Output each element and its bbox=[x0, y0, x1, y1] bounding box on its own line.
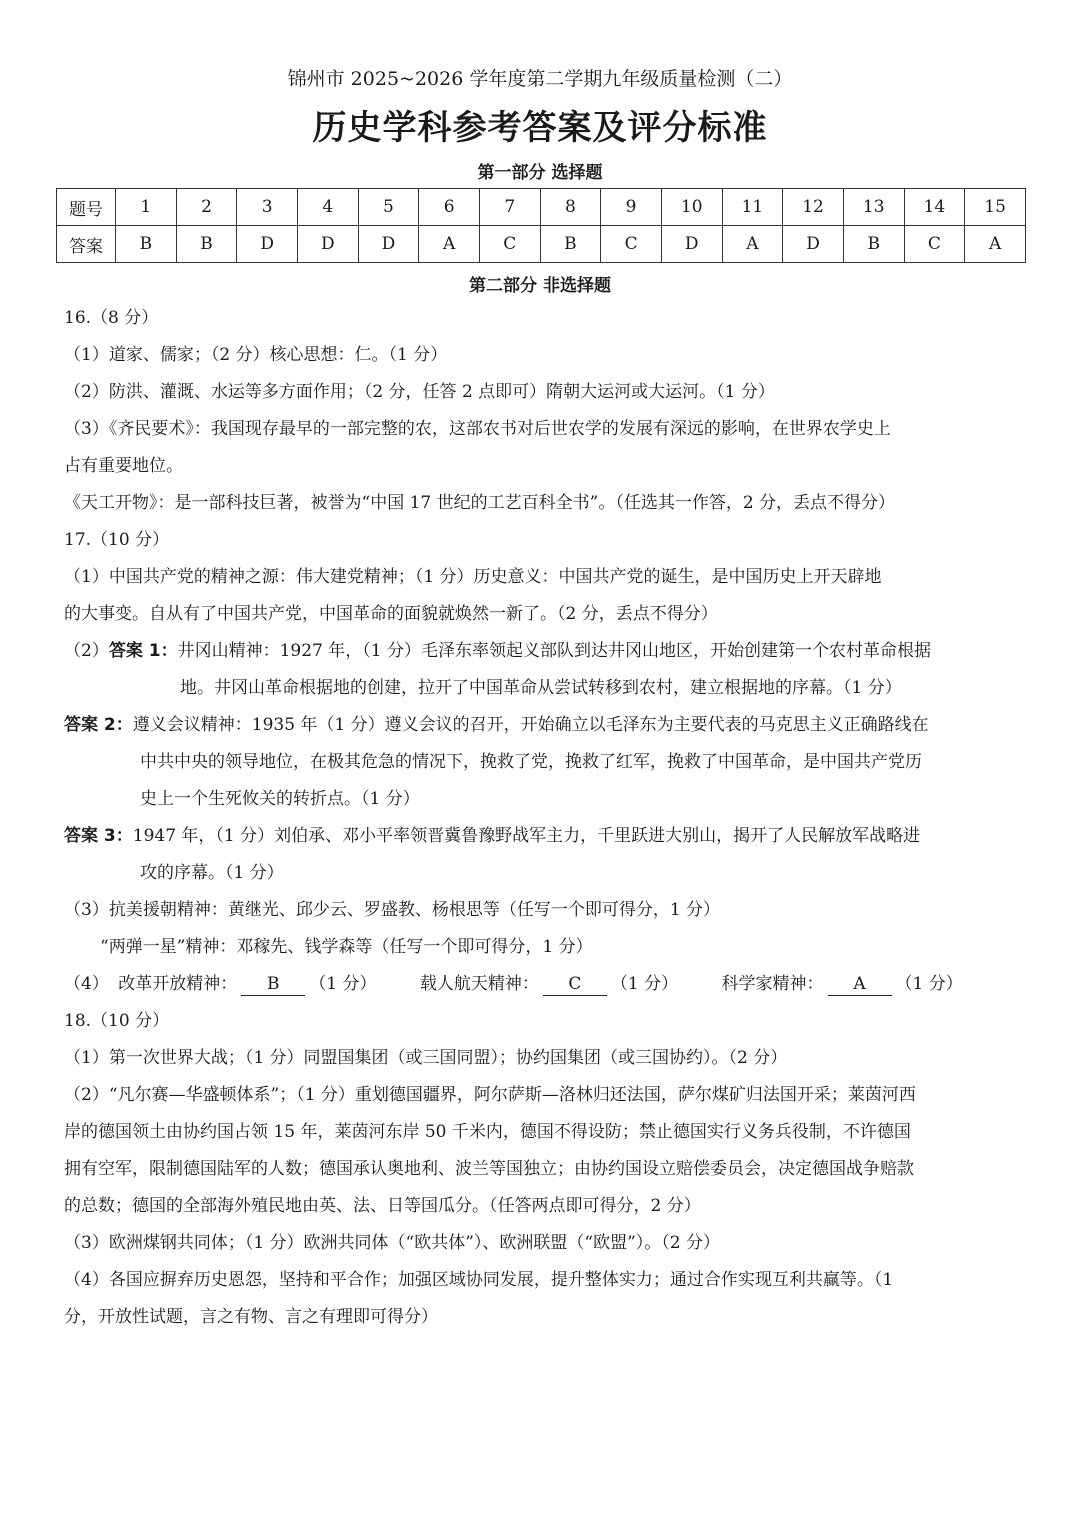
q18-line: （2）“凡尔赛—华盛顿体系”；（1 分）重划德国疆界，阿尔萨斯—洛林归还法国，萨尔煤矿归法国开采；莱茵河西 bbox=[64, 1085, 916, 1105]
part2-title: 第二部分 非选择题 bbox=[469, 276, 611, 296]
q-num: 1 bbox=[116, 189, 177, 226]
non-choice-answers bbox=[64, 300, 1016, 1336]
answer-blank: A bbox=[828, 973, 892, 996]
q-num: 4 bbox=[297, 189, 358, 226]
q17-line: （3）抗美援朝精神：黄继光、邱少云、罗盛教、杨根思等（任写一个即可得分，1 分） bbox=[64, 900, 721, 920]
q-num: 10 bbox=[661, 189, 722, 226]
row-label-question: 题号 bbox=[57, 189, 116, 226]
answer2-label: 答案 2： bbox=[64, 715, 133, 735]
answer3-continued: 攻的序幕。（1 分） bbox=[140, 863, 284, 883]
q16-line: （3）《齐民要术》：我国现存最早的一部完整的农，这部农书对后世农学的发展有深远的影响，在世界农学史上 bbox=[64, 419, 891, 439]
q17-part4-prefix: （4） bbox=[64, 974, 109, 994]
question-number-row bbox=[57, 189, 1026, 226]
q-num: 13 bbox=[843, 189, 904, 226]
q17-heading: 17.（10 分） bbox=[64, 530, 170, 550]
q16-line: 《天工开物》：是一部科技巨著，被誉为“中国 17 世纪的工艺百科全书”。（任选其一作答，2 分，丢点不得分） bbox=[64, 493, 896, 513]
q-answer: D bbox=[661, 226, 722, 263]
q-answer: B bbox=[540, 226, 601, 263]
answer1-continued: 地。井冈山革命根据地的创建，拉开了中国革命从尝试转移到农村，建立根据地的序幕。（1 分） bbox=[180, 678, 902, 698]
q18-line: 岸的德国领土由协约国占领 15 年，莱茵河东岸 50 千米内，德国不得设防；禁止德国实行义务兵役制，不许德国 bbox=[64, 1122, 911, 1142]
q17-part-prefix: （2） bbox=[64, 641, 109, 661]
q-num: 15 bbox=[965, 189, 1026, 226]
spirit-label: 科学家精神： bbox=[721, 974, 824, 994]
q18-line: 的总数；德国的全部海外殖民地由英、法、日等国瓜分。（任答两点即可得分，2 分） bbox=[64, 1196, 701, 1216]
spirit-label: 改革开放精神： bbox=[118, 974, 238, 994]
q-num: 11 bbox=[722, 189, 783, 226]
q-answer: A bbox=[965, 226, 1026, 263]
q18-line: 分，开放性试题，言之有物、言之有理即可得分） bbox=[64, 1307, 438, 1327]
q-num: 9 bbox=[601, 189, 662, 226]
q-num: 14 bbox=[904, 189, 965, 226]
q-num: 6 bbox=[419, 189, 480, 226]
q-answer: C bbox=[601, 226, 662, 263]
q-answer: B bbox=[843, 226, 904, 263]
answer2-text: 遵义会议精神：1935 年（1 分）遵义会议的召开，开始确立以毛泽东为主要代表的马克思主义正确路线在 bbox=[132, 715, 929, 735]
q-answer: A bbox=[722, 226, 783, 263]
q-answer: B bbox=[176, 226, 237, 263]
q17-line: “两弹一星”精神：邓稼先、钱学森等（任写一个即可得分，1 分） bbox=[100, 937, 593, 957]
answer3-text: 1947 年，（1 分）刘伯承、邓小平率领晋冀鲁豫野战军主力，千里跃进大别山，揭开了人民解放军战略进 bbox=[132, 826, 921, 846]
q17-line: （1）中国共产党的精神之源：伟大建党精神；（1 分）历史意义：中国共产党的诞生，是中国历史上开天辟地 bbox=[64, 567, 882, 587]
row-label-answer: 答案 bbox=[57, 226, 116, 263]
points: （1 分） bbox=[895, 974, 963, 994]
q-answer: D bbox=[783, 226, 844, 263]
q-answer: D bbox=[297, 226, 358, 263]
q-num: 3 bbox=[237, 189, 298, 226]
q16-heading: 16.（8 分） bbox=[64, 308, 159, 328]
q17-answer3 bbox=[64, 818, 1016, 855]
q16-line: （2）防洪、灌溉、水运等多方面作用；（2 分，任答 2 点即可）隋朝大运河或大运河。（1 分） bbox=[64, 382, 775, 402]
q-answer: A bbox=[419, 226, 480, 263]
answer1-label: 答案 1： bbox=[108, 641, 178, 661]
answer-row bbox=[57, 226, 1026, 263]
q17-answer2 bbox=[64, 707, 1016, 744]
exam-subtitle: 锦州市 2025~2026 学年度第二学期九年级质量检测（二） bbox=[287, 68, 793, 90]
q-answer: C bbox=[904, 226, 965, 263]
answer1-text: 井冈山精神：1927 年，（1 分）毛泽东率领起义部队到达井冈山地区，开始创建第一个农村革命根据 bbox=[177, 641, 931, 661]
q18-line: 拥有空军，限制德国陆军的人数；德国承认奥地利、波兰等国独立；由协约国设立赔偿委员会，决定德国战争赔款 bbox=[64, 1159, 914, 1179]
points: （1 分） bbox=[610, 974, 679, 994]
q-num: 12 bbox=[783, 189, 844, 226]
q16-line: （1）道家、儒家；（2 分）核心思想：仁。（1 分） bbox=[64, 345, 448, 365]
points: （1 分） bbox=[309, 974, 377, 994]
q16-line: 占有重要地位。 bbox=[64, 456, 183, 476]
answer2-continued: 史上一个生死攸关的转折点。（1 分） bbox=[140, 789, 420, 809]
q-answer: B bbox=[116, 226, 177, 263]
q17-line: 的大事变。自从有了中国共产党，中国革命的面貌就焕然一新了。（2 分，丢点不得分） bbox=[64, 604, 718, 624]
q-answer: D bbox=[358, 226, 419, 263]
answer-blank: B bbox=[241, 973, 305, 996]
answer3-label: 答案 3： bbox=[64, 826, 133, 846]
answer2-continued: 中共中央的领导地位，在极其危急的情况下，挽救了党，挽救了红军，挽救了中国革命，是中国共产党历 bbox=[140, 752, 922, 772]
q-num: 5 bbox=[358, 189, 419, 226]
part1-title: 第一部分 选择题 bbox=[477, 163, 603, 183]
q18-line: （3）欧洲煤钢共同体；（1 分）欧洲共同体（“欧共体”）、欧洲联盟（“欧盟”）。（2 分） bbox=[64, 1233, 721, 1253]
q-num: 7 bbox=[479, 189, 540, 226]
spirit-label: 载人航天精神： bbox=[419, 974, 539, 994]
page-title: 历史学科参考答案及评分标准 bbox=[312, 108, 768, 148]
q18-heading: 18.（10 分） bbox=[64, 1011, 170, 1031]
q-num: 8 bbox=[540, 189, 601, 226]
q-num: 2 bbox=[176, 189, 237, 226]
q-answer: D bbox=[237, 226, 298, 263]
q-answer: C bbox=[479, 226, 540, 263]
q18-line: （4）各国应摒弃历史恩怨，坚持和平合作；加强区域协同发展，提升整体实力；通过合作实现互利共赢等。（1 bbox=[64, 1270, 894, 1290]
q17-answer1 bbox=[64, 633, 1016, 670]
q17-part4 bbox=[64, 966, 1016, 1003]
q18-line: （1）第一次世界大战；（1 分）同盟国集团（或三国同盟）；协约国集团（或三国协约）。（2 分） bbox=[64, 1048, 788, 1068]
answer-blank: C bbox=[543, 973, 607, 996]
choice-answer-table bbox=[56, 188, 1026, 263]
